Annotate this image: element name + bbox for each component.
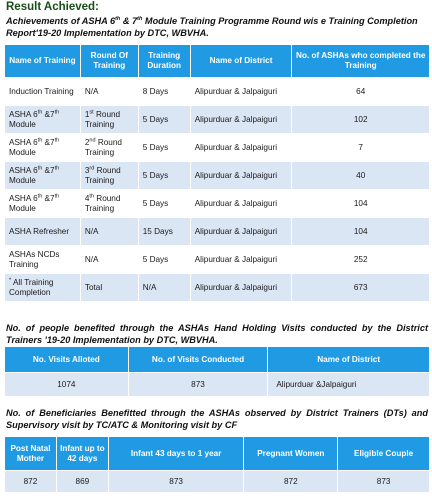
count-cell: 104 (292, 218, 430, 246)
training-name-cell: ASHA 6th &7th Module (5, 134, 81, 162)
table-row (5, 162, 430, 190)
round-cell: 3rd Round Training (80, 162, 138, 190)
table-row-total (5, 274, 430, 302)
training-name-cell: ASHA 6th &7th Module (5, 162, 81, 190)
table-row (5, 373, 430, 397)
col-header-pregnant-women: Pregnant Women (244, 437, 338, 471)
count-cell: 7 (292, 134, 430, 162)
district-cell: Alipurduar & Jalpaiguri (190, 162, 292, 190)
round-cell: N/A (80, 78, 138, 106)
duration-cell: 5 Days (138, 162, 190, 190)
training-name-cell: * All Training Completion (5, 274, 81, 302)
col-header-infant-43-days-1-year: Infant 43 days to 1 year (108, 437, 244, 471)
table-row (5, 106, 430, 134)
col-header-infant-42-days: Infant up to 42 days (56, 437, 108, 471)
count-cell: 40 (292, 162, 430, 190)
col-header-district: Name of District (268, 347, 430, 373)
post-natal-mother-cell: 872 (5, 471, 57, 493)
duration-cell: 5 Days (138, 106, 190, 134)
district-cell: Alipurduar & Jalpaiguri (190, 78, 292, 106)
col-header-training-name: Name of Training (5, 45, 81, 78)
district-cell: Alipurduar & Jalpaiguri (190, 190, 292, 218)
table-header-row (5, 45, 430, 78)
round-cell: 2nd Round Training (80, 134, 138, 162)
hand-holding-paragraph: No. of people benefited through the ASHAs Hand Holding Visits conducted by the District Trainers '19-20 Implementation by DTC, WBVHA. (6, 323, 428, 345)
table-row (5, 190, 430, 218)
col-header-ashas-completed: No. of ASHAs who completed the Training (292, 45, 430, 78)
round-cell: 4th Round Training (80, 190, 138, 218)
table-row (5, 218, 430, 246)
training-name-cell: ASHA 6th &7th Module (5, 190, 81, 218)
intro-paragraph: Achievements of ASHA 6th & 7th Module Training Programme Round wis e Training Completion Report'19-20 Implementation by DTC, WBVHA. (6, 15, 418, 38)
infant-42-days-cell: 869 (56, 471, 108, 493)
col-header-duration: Training Duration (138, 45, 190, 78)
duration-cell: 5 Days (138, 246, 190, 274)
page-heading: Result Achieved: (6, 1, 99, 13)
col-header-round: Round Of Training (80, 45, 138, 78)
count-cell: 673 (292, 274, 430, 302)
table-row (5, 134, 430, 162)
count-cell: 102 (292, 106, 430, 134)
col-header-eligible-couple: Eligible Couple (338, 437, 430, 471)
training-completion-table (4, 44, 430, 302)
district-cell: Alipurduar & Jalpaiguri (190, 218, 292, 246)
infant-43-days-1-year-cell: 873 (108, 471, 244, 493)
col-header-district: Name of District (190, 45, 292, 78)
table-header-row (5, 347, 430, 373)
table-row (5, 246, 430, 274)
eligible-couple-cell: 873 (338, 471, 430, 493)
table-row (5, 471, 430, 493)
training-name-cell: ASHAs NCDs Training (5, 246, 81, 274)
training-name-cell: ASHA 6th &7th Module (5, 106, 81, 134)
training-name-cell: ASHA Refresher (5, 218, 81, 246)
round-cell: Total (80, 274, 138, 302)
col-header-post-natal-mother: Post Natal Mother (5, 437, 57, 471)
round-cell: 1st Round Training (80, 106, 138, 134)
pregnant-women-cell: 872 (244, 471, 338, 493)
visits-conducted-cell: 873 (128, 373, 268, 397)
round-cell: N/A (80, 218, 138, 246)
district-cell: Alipurduar &Jalpaiguri (268, 373, 430, 397)
district-cell: Alipurduar & Jalpaiguri (190, 246, 292, 274)
district-cell: Alipurduar & Jalpaiguri (190, 274, 292, 302)
hand-holding-visits-table (4, 346, 430, 397)
training-name-cell: Induction Training (5, 78, 81, 106)
count-cell: 104 (292, 190, 430, 218)
duration-cell: 5 Days (138, 190, 190, 218)
count-cell: 64 (292, 78, 430, 106)
duration-cell: 5 Days (138, 134, 190, 162)
duration-cell: 15 Days (138, 218, 190, 246)
beneficiaries-table (4, 436, 430, 493)
round-cell: N/A (80, 246, 138, 274)
table-row (5, 78, 430, 106)
visits-alloted-cell: 1074 (5, 373, 129, 397)
duration-cell: N/A (138, 274, 190, 302)
count-cell: 252 (292, 246, 430, 274)
district-cell: Alipurduar & Jalpaiguri (190, 134, 292, 162)
col-header-visits-conducted: No. of Visits Conducted (128, 347, 268, 373)
beneficiaries-paragraph: No. of Beneficiaries Benefitted through the ASHAs observed by District Trainers (DTs) and Supervisory visit by TC/ATC & Monitoring visit by CF (6, 408, 428, 430)
district-cell: Alipurduar & Jalpaiguri (190, 106, 292, 134)
col-header-visits-alloted: No. Visits Alloted (5, 347, 129, 373)
table-header-row (5, 437, 430, 471)
duration-cell: 8 Days (138, 78, 190, 106)
